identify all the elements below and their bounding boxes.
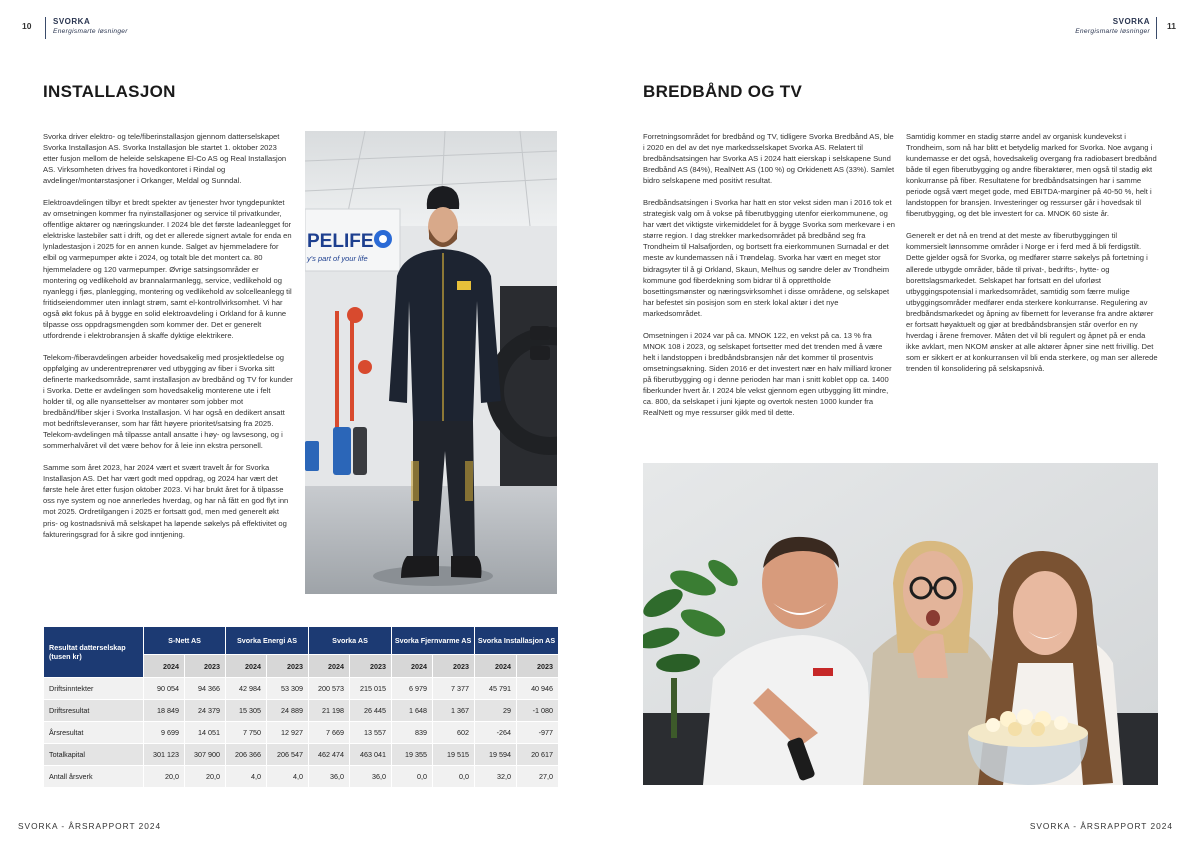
row-label: Driftsinntekter [44, 678, 144, 700]
table-cell: 9 699 [144, 722, 185, 744]
company-header: Svorka Installasjon AS [475, 627, 559, 655]
table-row [44, 722, 559, 744]
table-cell: 40 946 [517, 678, 559, 700]
team-photo [643, 463, 1158, 785]
right-page-number: 11 [1167, 21, 1176, 31]
table-cell: 21 198 [309, 700, 350, 722]
row-label: Driftsresultat [44, 700, 144, 722]
table-row [44, 678, 559, 700]
table-cell: 20,0 [185, 766, 226, 788]
right-brand: SVORKA [1112, 17, 1150, 26]
table-cell: 206 547 [267, 744, 309, 766]
year-header: 2024 [475, 655, 517, 678]
paragraph: Samme som året 2023, har 2024 vært et svært travelt år for Svorka Installasjon AS. Det har vært godt med oppdrag, og 2024 har vært det første hele året etter fusjon oktober 2023. Vi har brukt året for å tilpasse oss nye system og noe annerledes hverdag, og har nå fått en god flyt inn mot 2025. Ordretilgangen i 2025 er fortsatt god, men med generelt økt pris- og kostnadsnivå må selskapet ha løpende søkelys på effektivitet og faktureringsgrad for å sikre god inntjening. [43, 463, 289, 539]
worker-jacket [389, 249, 501, 421]
table-cell: 45 791 [475, 678, 517, 700]
year-header: 2023 [350, 655, 392, 678]
paragraph: Generelt er det nå en trend at det meste av fiberutbyggingen til kommersielt lønnsomme områder i Norge er i ferd med å bli ferdigstilt. Dette gjelder også for Svorka, og medfører større søkelys på fortetning i allerede utbygde områder, både til privat-, bedrifts-, hytte- og borettslagsmarkedet. Selskapet har fortsatt en del uforløst utbyggingspotensial i markedsområdet, samtidig som færre mulige utbyggingsområder medfører enda sterkere konkurranse. Regulering av bredbåndsmarkedet og åpning av fibernett for leveranse fra andre aktører er fortsatt høyaktuelt og gjør at bredbåndsbransjen står overfor en ny hverdag i årene fremover. Måten det vil bli regulert og åpnet på er enda ikke avklart, men NKOM ønsker at alle aktører åpner sine nett frivillig. Det som er sikkert er at konkurransen vil bli enda sterkere, og man ser allerede trenden til konsolidering på selskapsnivå. [906, 231, 1158, 373]
company-header: Svorka Fjernvarme AS [392, 627, 475, 655]
year-header: 2023 [185, 655, 226, 678]
year-header: 2024 [309, 655, 350, 678]
team-photo-illustration [643, 463, 1158, 785]
header-divider-right [1156, 17, 1157, 39]
table-cell: 20,0 [144, 766, 185, 788]
table-cell: 90 054 [144, 678, 185, 700]
results-table-wrapper [43, 626, 559, 788]
table-cell: 27,0 [517, 766, 559, 788]
table-corner-label: Resultat datterselskap (tusen kr) [44, 627, 144, 678]
right-page-title: BREDBÅND OG TV [643, 82, 803, 101]
table-cell: 1 648 [392, 700, 433, 722]
table-cell: -264 [475, 722, 517, 744]
row-label: Årsresultat [44, 722, 144, 744]
table-cell: 42 984 [226, 678, 267, 700]
table-cell: 602 [433, 722, 475, 744]
table-cell: 24 379 [185, 700, 226, 722]
left-tagline: Energismarte løsninger [53, 28, 128, 35]
table-cell: -977 [517, 722, 559, 744]
right-footer: SVORKA - ÅRSRAPPORT 2024 [1029, 821, 1173, 831]
paragraph: Bredbåndsatsingen i Svorka har hatt en stor vekst siden man i 2016 tok et strategisk valg om å vokse på fiberutbygging utenfor eierkommunene, og har vært det viktigste virkemiddelet for å bygge Svorka som merkevare i en større region. I dag strekker markedsområdet på bredbånd seg fra Trondheim til Halsafjorden, og bortsett fra eierkommunen Surnadal er det meste av kundemassen nå i Trøndelag. Svorka har vært en meget stor bidragsyter til å gi Orkland, Skaun, Melhus og søndre deler av Trondheim kommune god fiberdekning som bidrar til å opprettholde bosettingsmønster og næringsvirksomhet i disse områdene, og selskapet har befestet sin posisjon som en sterk lokal aktør i det nye markedsområdet. [643, 198, 895, 318]
sign-text: PELIFE [307, 231, 374, 252]
table-cell: 4,0 [267, 766, 309, 788]
company-header: Svorka Energi AS [226, 627, 309, 655]
table-cell: 6 979 [392, 678, 433, 700]
sign-subtext: y's part of your life [307, 254, 368, 263]
table-cell: 36,0 [350, 766, 392, 788]
table-cell: 7 377 [433, 678, 475, 700]
worker-photo [305, 131, 557, 594]
table-cell: 53 309 [267, 678, 309, 700]
year-header: 2024 [144, 655, 185, 678]
paragraph: Elektroavdelingen tilbyr et bredt spekter av tjenester hvor tyngdepunktet av omsetningen kommer fra nyinstallasjoner og service til privatkunder, offentlige aktører og næringskunder. I 2024 ble det første ladeanlegget for elektriske lastebiler satt i drift, og det er allerede signert avtale for enda en lynladestasjon i 2025 for en annen kunde. Salget av hjemmeladere for elbil og varmepumper økte i 2024, og totalt ble det montert ca. 80 hjemmeladere og 120 varmepumper. Øvrige satsingsområder er montering og vedlikehold av brannalarmanlegg, service, vedlikehold og nyanlegg i fjøs, planlegging, montering og vedlikehold av solcelleanlegg til fritidseiendommer uten innlagt strøm, samt el-kontrollvirksomhet. Vi har også økt fokus på å bygge en solid elektroavdeling i Orkland for å kunne tilpasse oss oppdragsmengden som kommer der. Det er generelt utfordrende i elektrobransjen å skaffe dyktige elektrikere. [43, 198, 292, 340]
table-cell: 19 515 [433, 744, 475, 766]
table-cell: 94 366 [185, 678, 226, 700]
year-header: 2024 [226, 655, 267, 678]
right-body-col2 [906, 131, 1158, 385]
table-cell: 206 366 [226, 744, 267, 766]
company-header: Svorka AS [309, 627, 392, 655]
table-cell: 14 051 [185, 722, 226, 744]
table-cell: 20 617 [517, 744, 559, 766]
header-divider-left [45, 17, 46, 39]
paragraph: Forretningsområdet for bredbånd og TV, tidligere Svorka Bredbånd AS, ble i 2020 en del av det nye markedsselskapet Svorka AS. Relatert til bredbåndsatsingen har Svorka AS i 2024 hatt eierskap i selskapene Sund Bredbånd AS (84%), RealNett AS (100 %) og Orkidenett AS (33%). Samlet bidro selskapene med positivt resultat. [643, 132, 895, 186]
table-cell: 19 594 [475, 744, 517, 766]
table-cell: 463 041 [350, 744, 392, 766]
table-cell: 24 889 [267, 700, 309, 722]
table-cell: 18 849 [144, 700, 185, 722]
left-body-text [43, 131, 293, 551]
row-label: Totalkapital [44, 744, 144, 766]
right-tagline: Energismarte løsninger [1075, 28, 1150, 35]
table-body [44, 678, 559, 788]
paragraph: Svorka driver elektro- og tele/fiberinstallasjon gjennom datterselskapet Svorka Installasjon AS. Svorka Installasjon ble startet 1. oktober 2023 etter fusjon mellom de heleide selskapene El-Co AS og Real Installasjon AS. Virksomheten drives fra hovedkontoret i Rindal og avdelinger/montørstasjoner i Orkanger, Meldal og Sunndal. [43, 132, 287, 186]
left-brand: SVORKA [53, 17, 91, 26]
table-cell: 0,0 [433, 766, 475, 788]
table-cell: 307 900 [185, 744, 226, 766]
table-cell: 0,0 [392, 766, 433, 788]
table-cell: 32,0 [475, 766, 517, 788]
paragraph: Samtidig kommer en stadig større andel av organisk kundevekst i Trondheim, som nå har blitt et betydelig marked for Svorka. Noe avgang i kundemasse er det også, hovedsakelig overgang fra radiobasert bredbånd både til egen fiberutbygging og andre fiberaktører, men også til stadig økt konkurranse på fiber. Resultatene for bredbåndsatsingen har i samme periode også vært meget gode, med EBITDA-marginer på 40-50 %, helt i landstoppen for bransjen. Investeringer og ressurser går i hovedsak til fiberutbygging, og det ble investert for ca. MNOK 60 siste år. [906, 132, 1157, 219]
table-cell: 301 123 [144, 744, 185, 766]
table-cell: 1 367 [433, 700, 475, 722]
table-cell: 7 669 [309, 722, 350, 744]
table-cell: 12 927 [267, 722, 309, 744]
table-cell: 26 445 [350, 700, 392, 722]
row-label: Antall årsverk [44, 766, 144, 788]
table-cell: 15 305 [226, 700, 267, 722]
table-row [44, 744, 559, 766]
right-body-col1 [643, 131, 895, 429]
left-footer: SVORKA - ÅRSRAPPORT 2024 [18, 821, 162, 831]
table-cell: 462 474 [309, 744, 350, 766]
paragraph: Telekom-/fiberavdelingen arbeider hovedsakelig med prosjektledelse og oppfølging av underentreprenører ved utbygging av fiber i Svorka sitt definerte markedsområde, samt installasjon av bredbånd og TV for kunder i Svorka. Dette er avdelingen som hovedsakelig monterene ute i felt holder til, og alle nyansettelser av montører som jobber mot bredbånd/fiber skjer i Svorka Installasjon. Vi har også en dedikert ansatt mot bedriftsleveranser, som har fått høyere prioritet/satsing fra 2025. Telekom-avdelingen må tilpasse antall ansatte i høy- og lavsesong, og i sommerhalvåret vil det være behov for å leie inn ekstra personell. [43, 352, 293, 451]
year-header: 2023 [267, 655, 309, 678]
table-cell: 13 557 [350, 722, 392, 744]
year-header: 2023 [433, 655, 475, 678]
results-table [43, 626, 559, 788]
paragraph: Omsetningen i 2024 var på ca. MNOK 122, en vekst på ca. 13 % fra MNOK 108 i 2023, og selskapet fortsetter med det trenden med å være helt i landstoppen i bredbåndsbransjen når det kommer til prosentvis omsetningsøkning. Siden 2016 er det investert nær en halv milliard kroner på fiberutbygging og i denne perioden har man i snitt koblet opp ca. 1400 fiberkunder hvert år. I 2024 ble vekst gjennom egen utbygging litt mindre, ca. 800, da selskapet i juni kjøpte og overtok nesten 1000 kunder fra RealNett og mye ressurser gikk med til dette. [643, 330, 892, 418]
year-header: 2024 [392, 655, 433, 678]
table-cell: 200 573 [309, 678, 350, 700]
company-header: S-Nett AS [144, 627, 226, 655]
blue-tube [333, 427, 351, 475]
table-row [44, 700, 559, 722]
table-cell: 4,0 [226, 766, 267, 788]
table-cell: 215 015 [350, 678, 392, 700]
table-cell: 19 355 [392, 744, 433, 766]
left-page-number: 10 [22, 21, 32, 31]
table-cell: 7 750 [226, 722, 267, 744]
table-row [44, 766, 559, 788]
worker-photo-illustration [305, 131, 557, 594]
left-page-title: INSTALLASJON [43, 82, 176, 101]
table-cell: 36,0 [309, 766, 350, 788]
year-header: 2023 [517, 655, 559, 678]
table-cell: 839 [392, 722, 433, 744]
table-cell: -1 080 [517, 700, 559, 722]
table-cell: 29 [475, 700, 517, 722]
